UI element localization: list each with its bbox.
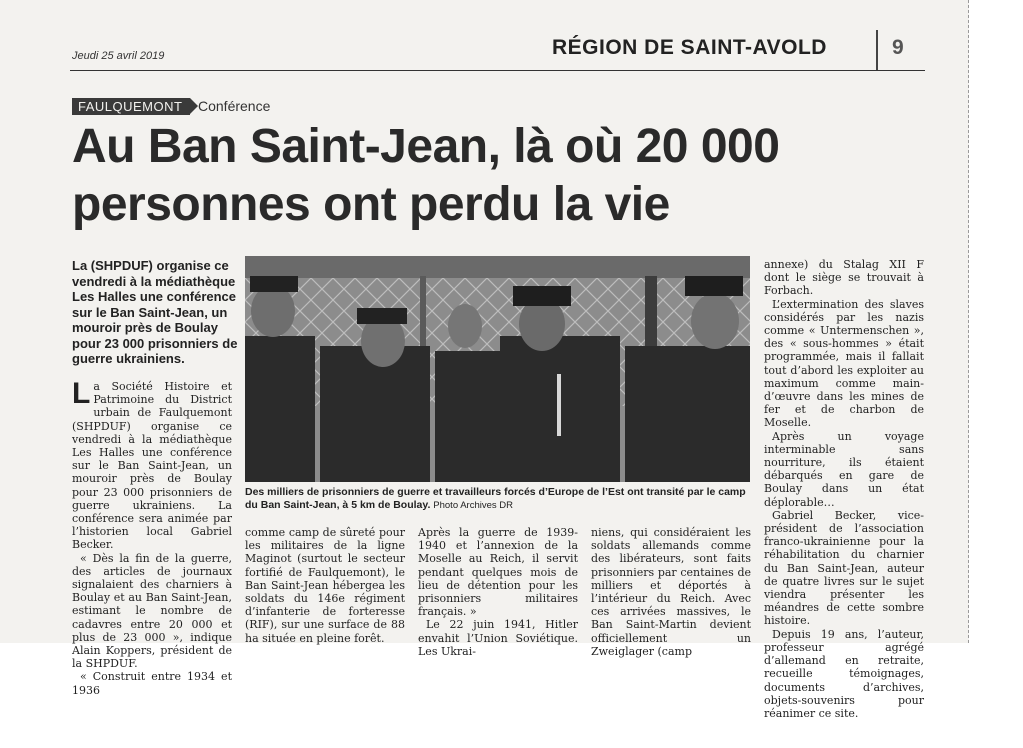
header-rule	[70, 70, 925, 71]
col2-paragraph-1: comme camp de sûreté pour les militaires de la ligne Maginot (surtout le secteur fortifié de Faulquemont), le Ban Saint-Jean hébergea les soldats du 146e régiment d’infanterie de forteresse (RIF), sur une surface de 88 ha située en pleine forêt.	[245, 526, 405, 645]
photo-credit: Photo Archives DR	[433, 500, 514, 511]
col5-paragraph-1: annexe) du Stalag XII F dont le siège se trouvait à Forbach.	[764, 258, 924, 298]
kicker-location-tag: FAULQUEMONT	[72, 98, 190, 115]
col1-paragraph-3: « Construit entre 1934 et 1936	[72, 670, 232, 697]
article-lead: La (SHPDUF) organise ce vendredi à la médiathèque Les Halles une conférence sur le Ban Saint-Jean, un mouroir près de Boulay pour 23 000 prisonniers de guerre ukrainiens.	[72, 258, 238, 366]
body-column-4	[591, 526, 751, 658]
body-column-2	[245, 526, 405, 645]
issue-date: Jeudi 25 avril 2019	[72, 50, 165, 62]
col3-paragraph-2: Le 22 juin 1941, Hitler envahit l’Union Soviétique. Les Ukrai-	[418, 618, 578, 658]
page-number: 9	[892, 36, 904, 59]
body-column-5	[764, 258, 924, 720]
caption-text: Des milliers de prisonniers de guerre et travailleurs forcés d’Europe de l’Est ont transité par le camp du Ban Saint-Jean, à 5 km de Boulay.	[245, 486, 746, 511]
photo-caption	[245, 486, 755, 512]
header-divider	[876, 30, 878, 70]
col4-paragraph-1: niens, qui considéraient les soldats allemands comme des libérateurs, sont faits prisonniers par centaines de milliers et déportés à l’intérieur du Reich. Avec ces arrivées massives, le Ban Saint-Martin devient officiellement un Zweiglager (camp	[591, 526, 751, 658]
prisoners-photo-image	[245, 256, 750, 482]
col5-paragraph-3: Après un voyage interminable sans nourriture, ils étaient débarqués en gare de Boulay dans un état déplorable…	[764, 429, 924, 509]
col5-paragraph-2: L’extermination des slaves considérés par les nazis comme « Untermenschen », des « sous-hommes » était programmée, mais il fallait tout d’abord les exploiter au maximum comme main-d’œuvre dans les mines de fer et de charbon de Moselle.	[764, 297, 924, 430]
col3-paragraph-1: Après la guerre de 1939-1940 et l’annexion de la Moselle au Reich, il servit pendant quelques mois de lieu de détention pour les prisonniers militaires français. »	[418, 526, 578, 619]
body-column-1	[72, 377, 232, 697]
drop-cap: L	[72, 377, 91, 410]
col5-paragraph-5: Depuis 19 ans, l’auteur, professeur agrégé d’allemand en retraite, recueille témoignages, documents d’archives, objets-souvenirs pour réanimer ce site.	[764, 627, 924, 720]
col1-paragraph-2: « Dès la fin de la guerre, des articles de journaux signalaient des charniers à Boulay et au Ban Saint-Jean, estimant le nombre de cadavres entre 20 000 et plus de 23 000 », indique Alain Koppers, président de la SHPDUF.	[72, 551, 232, 671]
section-title: RÉGION DE SAINT-AVOLD	[552, 36, 827, 59]
col5-paragraph-4: Gabriel Becker, vice-président de l’association franco-ukrainienne pour la réhabilitation du charnier du Ban Saint-Jean, auteur de quatre livres sur le sujet viendra présenter les méandres de cette sombre histoire.	[764, 508, 924, 628]
body-column-3	[418, 526, 578, 658]
article-headline: Au Ban Saint-Jean, là où 20 000 personnes ont perdu la vie	[72, 120, 780, 231]
archive-photo	[245, 256, 750, 482]
kicker-label: Conférence	[198, 98, 271, 114]
col1-paragraph-1: La Société Histoire et Patrimoine du District urbain de Faulquemont (SHPDUF) organise ce vendredi à la médiathèque Les Halles une conférence sur le Ban Saint-Jean, un mouroir près de Boulay pour 23 000 prisonniers de guerre ukrainiens. La conférence sera animée par l’historien local Gabriel Becker.	[72, 377, 232, 552]
